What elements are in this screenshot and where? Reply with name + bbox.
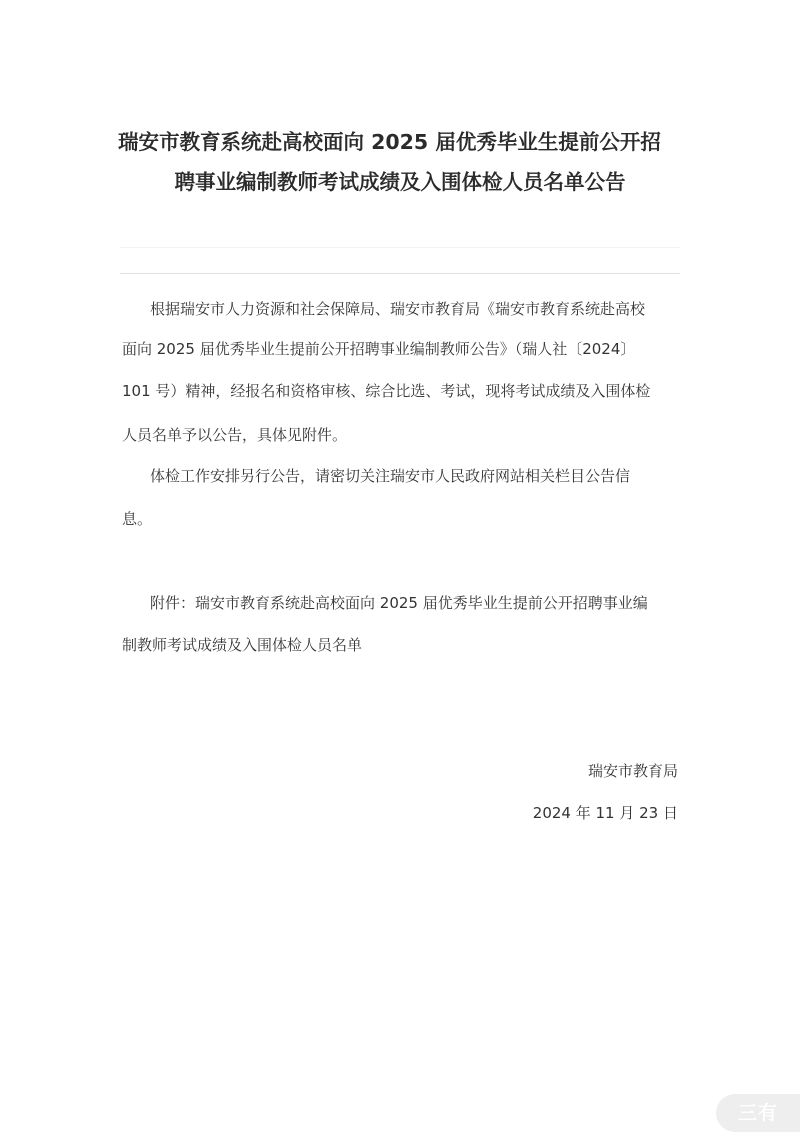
body-line-3: 101 号）精神，经报名和资格审核、综合比选、考试，现将考试成绩及入围体检: [122, 382, 651, 400]
signature-organization: 瑞安市教育局: [587, 762, 678, 780]
title-line-2: 聘事业编制教师考试成绩及入围体检人员名单公告: [174, 170, 626, 194]
title-divider: [120, 273, 680, 274]
body-line-2: 面向 2025 届优秀毕业生提前公开招聘事业编制教师公告》（瑞人社〔2024〕: [122, 340, 636, 358]
body-line-6: 息。: [122, 510, 153, 528]
body-line-1: 根据瑞安市人力资源和社会保障局、瑞安市教育局《瑞安市教育系统赴高校: [150, 300, 646, 318]
watermark-logo: 三有: [716, 1094, 800, 1132]
title-line-1: 瑞安市教育系统赴高校面向 2025 届优秀毕业生提前公开招: [118, 130, 661, 154]
signature-date: 2024 年 11 月 23 日: [532, 804, 678, 822]
faint-divider: [120, 247, 680, 248]
body-line-4: 人员名单予以公告，具体见附件。: [122, 426, 348, 444]
attachment-line-2: 制教师考试成绩及入围体检人员名单: [122, 636, 363, 654]
notice-title: [118, 122, 682, 202]
attachment-line-1: 附件：瑞安市教育系统赴高校面向 2025 届优秀毕业生提前公开招聘事业编: [150, 594, 648, 612]
body-line-5: 体检工作安排另行公告，请密切关注瑞安市人民政府网站相关栏目公告信: [150, 467, 631, 485]
